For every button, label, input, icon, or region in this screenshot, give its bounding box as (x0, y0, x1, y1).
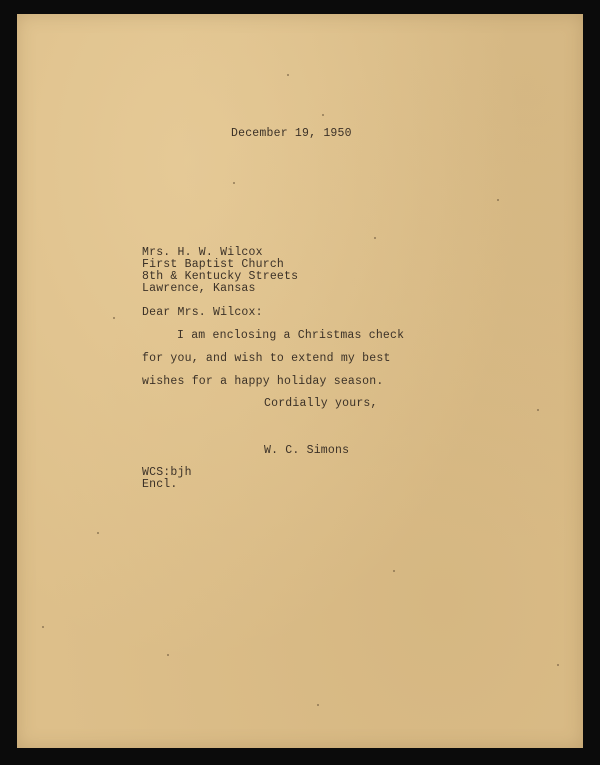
paper-speck (322, 114, 324, 116)
paper-speck (287, 74, 289, 76)
paper-speck (557, 664, 559, 666)
recipient-organization: First Baptist Church (142, 258, 285, 271)
letter-date: December 19, 1950 (231, 127, 352, 140)
body-line-3: wishes for a happy holiday season. (142, 375, 384, 388)
paper-speck (233, 182, 235, 184)
signer-name: W. C. Simons (264, 444, 350, 457)
paper-speck (317, 704, 319, 706)
recipient-street: 8th & Kentucky Streets (142, 270, 299, 283)
paper-speck (374, 237, 376, 239)
paper-speck (113, 317, 115, 319)
paper-speck (97, 532, 99, 534)
closing: Cordially yours, (264, 397, 378, 410)
paper-speck (42, 626, 44, 628)
body-line-1: I am enclosing a Christmas check (177, 329, 405, 342)
paper-speck (537, 409, 539, 411)
recipient-city: Lawrence, Kansas (142, 282, 256, 295)
paper-speck (167, 654, 169, 656)
recipient-name: Mrs. H. W. Wilcox (142, 246, 263, 259)
body-line-2: for you, and wish to extend my best (142, 352, 391, 365)
paper-sheet (17, 14, 583, 748)
paper-speck (497, 199, 499, 201)
reference-initials: WCS:bjh (142, 466, 192, 479)
salutation: Dear Mrs. Wilcox: (142, 306, 263, 319)
enclosure-note: Encl. (142, 478, 178, 491)
paper-speck (393, 570, 395, 572)
